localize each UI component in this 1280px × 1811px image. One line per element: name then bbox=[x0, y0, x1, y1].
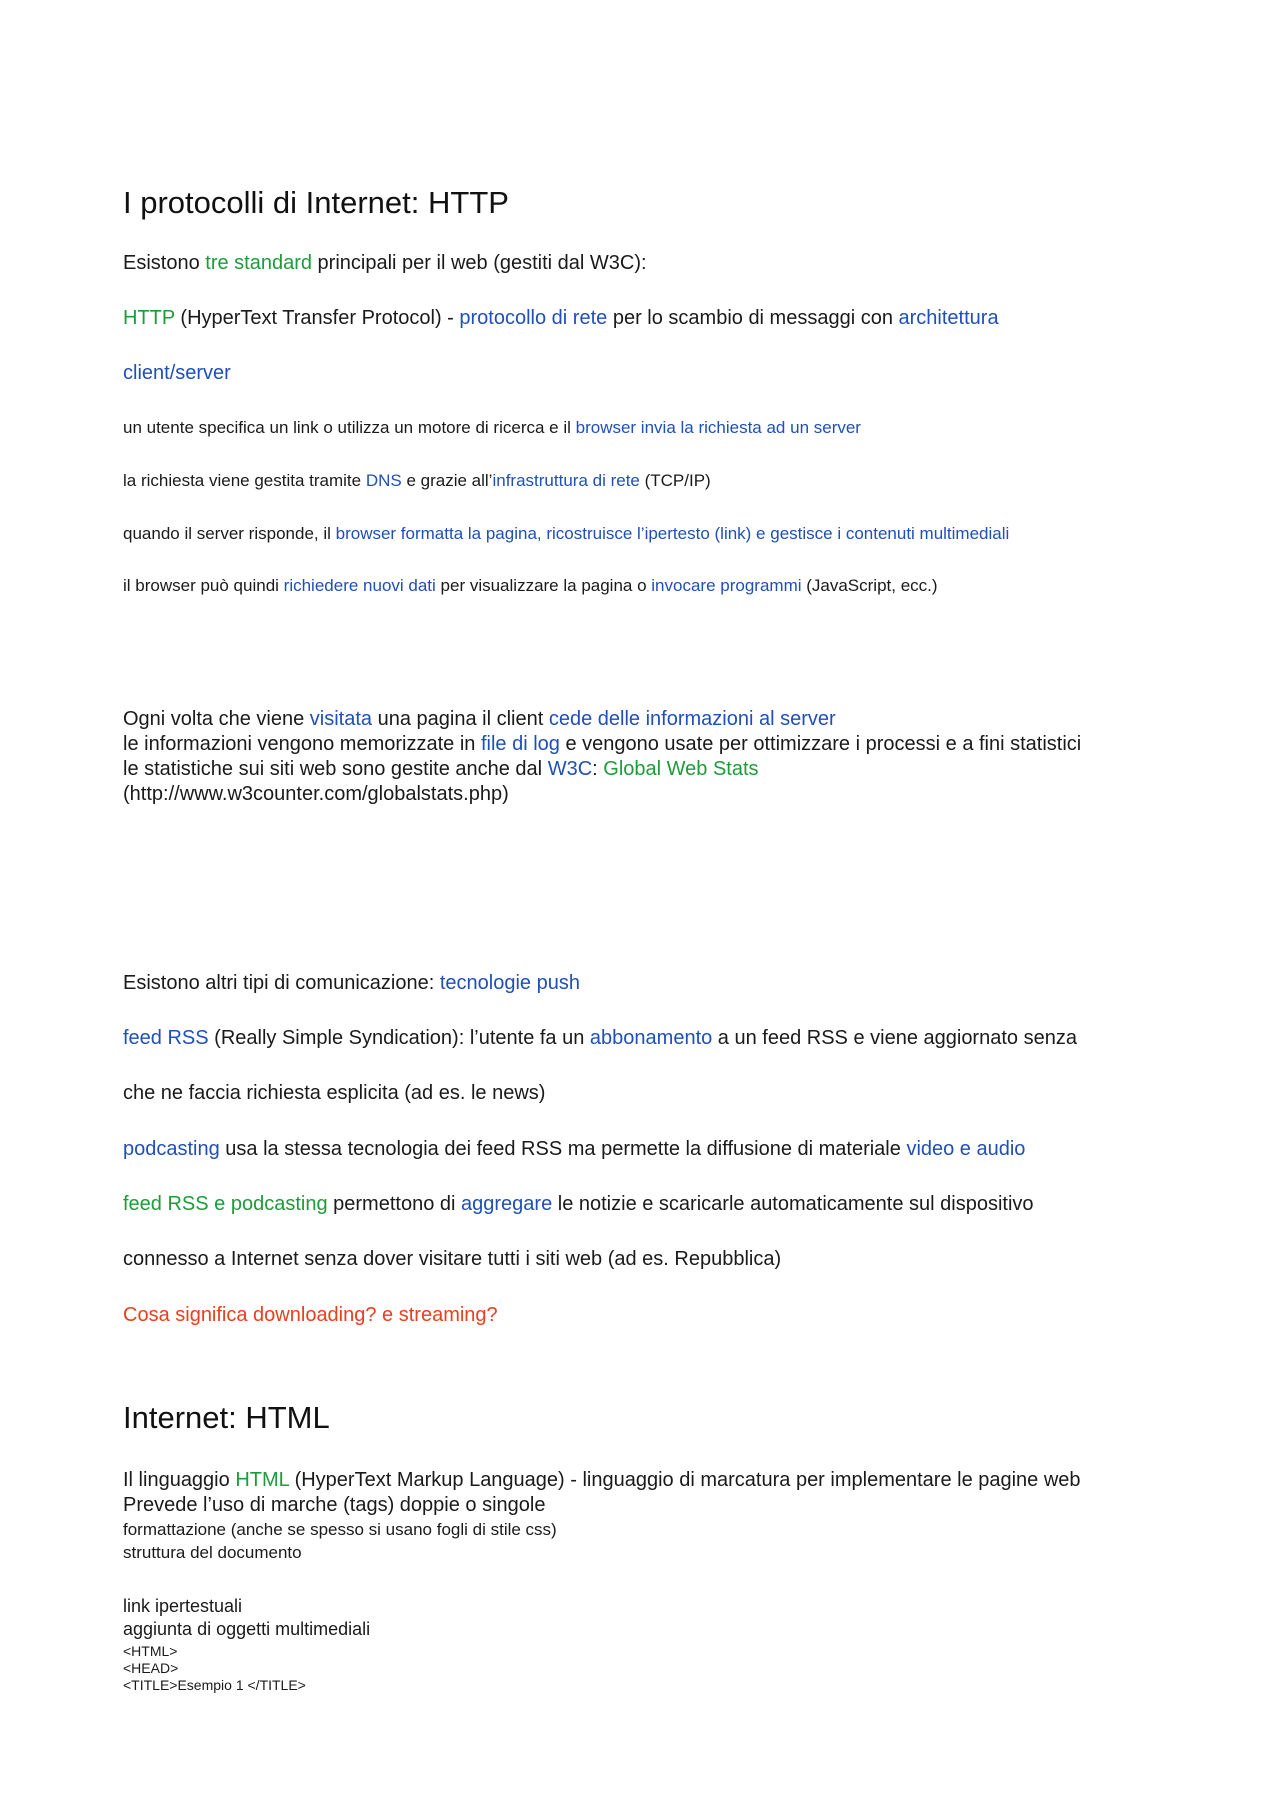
html-item-formatting: formattazione (anche se spesso si usano fogli di stile css) bbox=[123, 1520, 557, 1539]
html-definition-line: Il linguaggio HTML (HyperText Markup Language) - linguaggio di marcatura per implementare le pagine web bbox=[123, 1469, 1081, 1491]
client-server-line: client/server bbox=[123, 362, 231, 384]
push-tech-line: Esistono altri tipi di comunicazione: tecnologie push bbox=[123, 972, 580, 994]
section-title-html: Internet: HTML bbox=[123, 1400, 330, 1435]
bullet-browser-data: il browser può quindi richiedere nuovi dati per visualizzare la pagina o invocare programmi (JavaScript, ecc.) bbox=[123, 576, 938, 595]
podcasting-line: podcasting usa la stessa tecnologia dei feed RSS ma permette la diffusione di materiale video e audio bbox=[123, 1138, 1026, 1160]
question-line: Cosa significa downloading? e streaming? bbox=[123, 1304, 498, 1326]
stats-line: le statistiche sui siti web sono gestite anche dal W3C: Global Web Stats bbox=[123, 758, 759, 780]
code-line: <HTML> bbox=[123, 1643, 178, 1659]
code-line: <TITLE>Esempio 1 </TITLE> bbox=[123, 1677, 306, 1693]
intro-line: Esistono tre standard principali per il web (gestiti dal W3C): bbox=[123, 252, 647, 274]
aggregate-line-cont: connesso a Internet senza dover visitare tutti i siti web (ad es. Repubblica) bbox=[123, 1248, 782, 1270]
log-file-line: le informazioni vengono memorizzate in file di log e vengono usate per ottimizzare i processi e a fini statistici bbox=[123, 733, 1082, 755]
stats-url: (http://www.w3counter.com/globalstats.php) bbox=[123, 783, 509, 805]
html-item-links: link ipertestuali bbox=[123, 1596, 243, 1616]
aggregate-line: feed RSS e podcasting permettono di aggregare le notizie e scaricarle automaticamente sul dispositivo bbox=[123, 1193, 1034, 1215]
html-item-multimedia: aggiunta di oggetti multimediali bbox=[123, 1619, 371, 1639]
rss-line-cont: che ne faccia richiesta esplicita (ad es. le news) bbox=[123, 1082, 546, 1104]
bullet-dns: la richiesta viene gestita tramite DNS e grazie all’infrastruttura di rete (TCP/IP) bbox=[123, 471, 711, 490]
bullet-browser-format: quando il server risponde, il browser formatta la pagina, ricostruisce l’ipertesto (link) e gestisce i contenuti multimediali bbox=[123, 524, 1010, 543]
tags-line: Prevede l’uso di marche (tags) doppie o singole bbox=[123, 1494, 546, 1516]
rss-line: feed RSS (Really Simple Syndication): l’utente fa un abbonamento a un feed RSS e viene aggiornato senza bbox=[123, 1027, 1077, 1049]
section-title-http: I protocolli di Internet: HTTP bbox=[123, 185, 509, 220]
http-definition-line: HTTP (HyperText Transfer Protocol) - protocollo di rete per lo scambio di messaggi con architettura bbox=[123, 307, 999, 329]
html-item-structure: struttura del documento bbox=[123, 1543, 302, 1562]
code-line: <HEAD> bbox=[123, 1660, 179, 1676]
bullet-request: un utente specifica un link o utilizza un motore di ricerca e il browser invia la richiesta ad un server bbox=[123, 418, 861, 437]
visit-info-line: Ogni volta che viene visitata una pagina il client cede delle informazioni al server bbox=[123, 708, 836, 730]
